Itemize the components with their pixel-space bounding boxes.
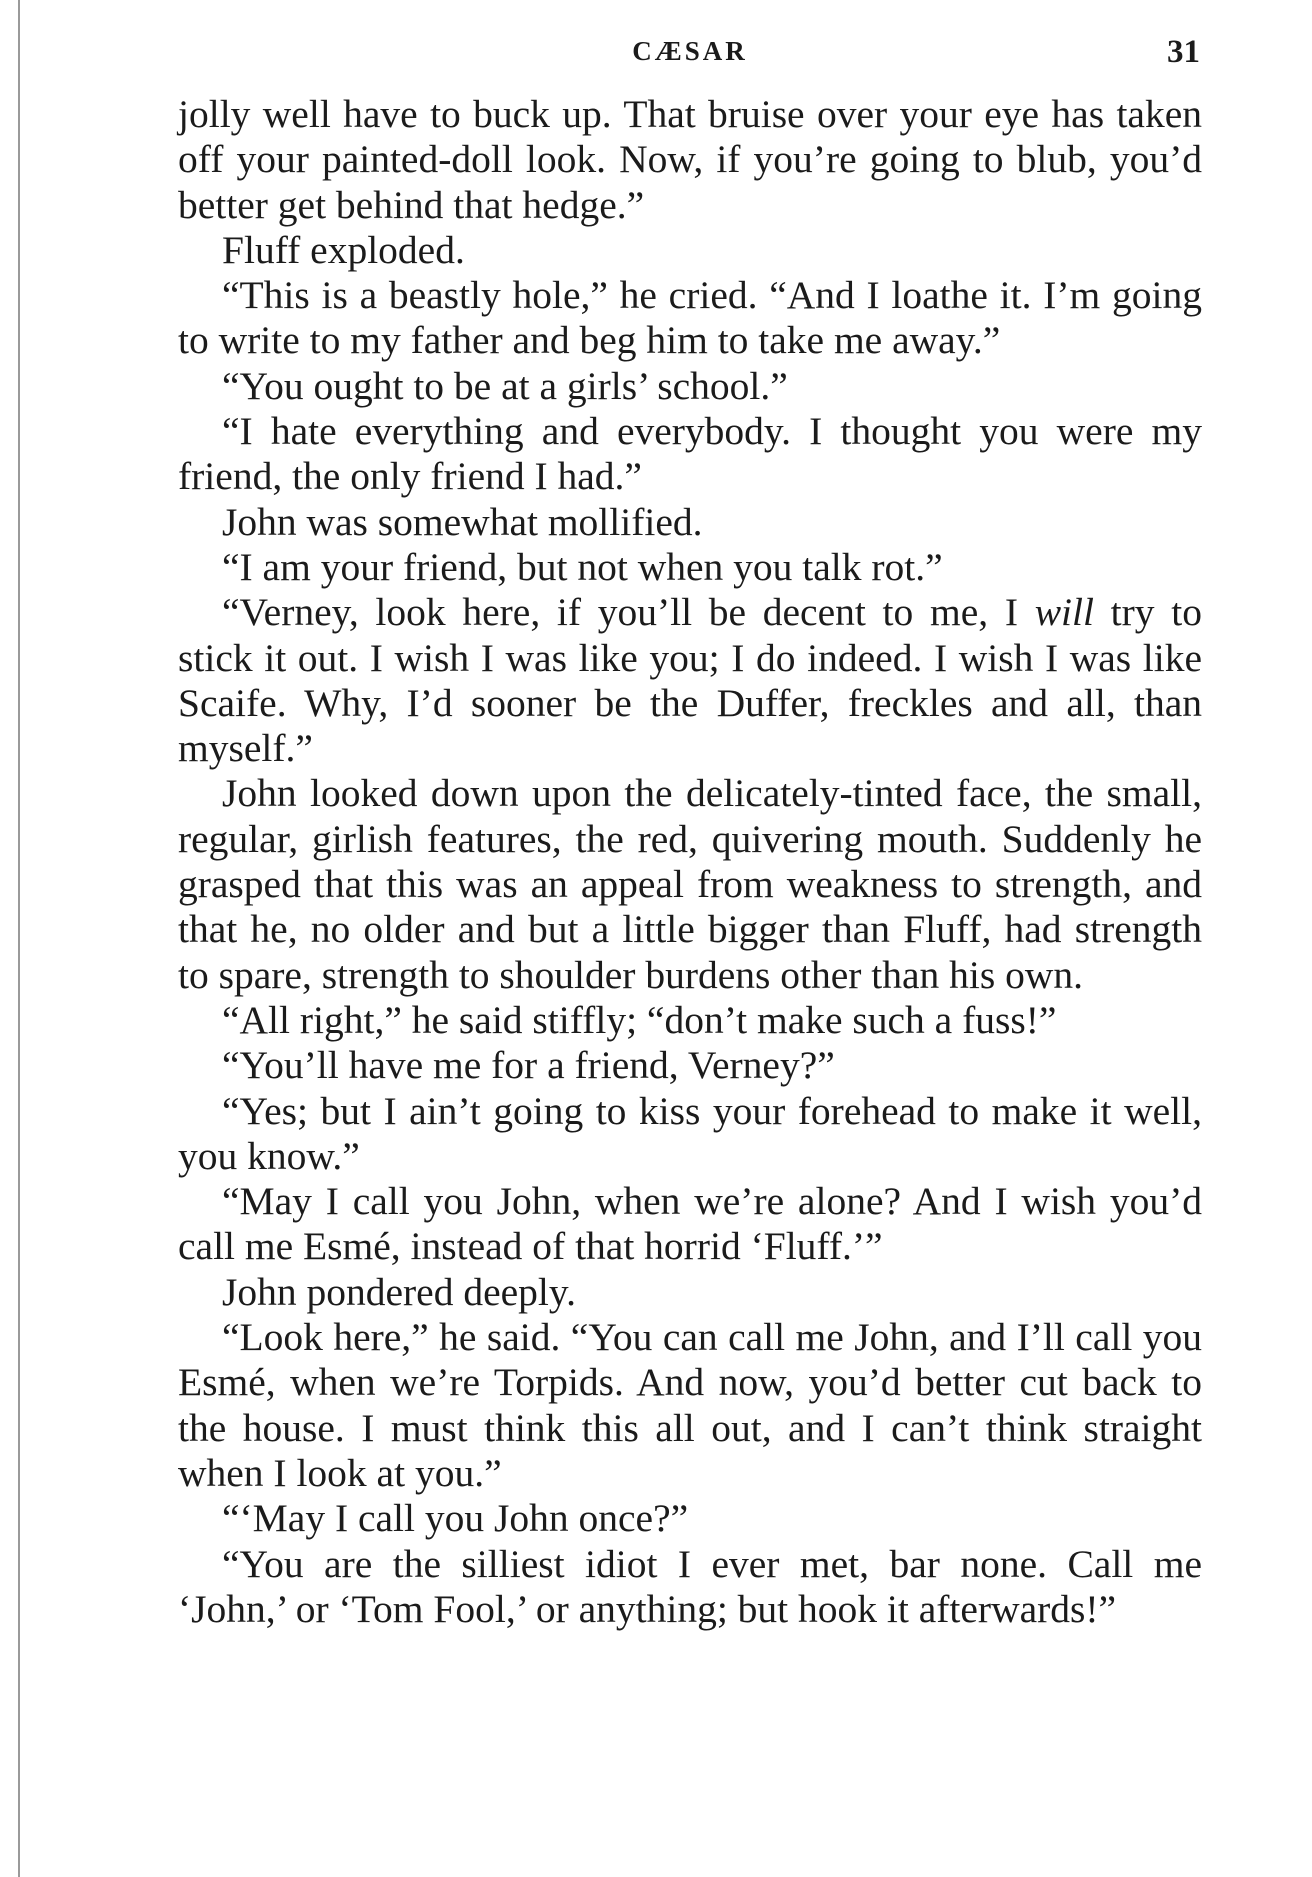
paragraph [178,998,1202,1043]
paragraph-text: John pondered deeply. [222,1269,576,1314]
paragraph [178,409,1202,500]
paragraph-text: “‘May I call you John once?” [222,1496,689,1541]
paragraph [178,228,1202,273]
page-margin-line [18,0,20,1877]
running-head-title: CÆSAR [632,36,748,66]
page-number: 31 [1167,34,1200,70]
paragraph-text: “This is a beastly hole,” he cried. “And I loathe it. I’m going to write to my father and beg him to take me away.” [178,273,1202,363]
italic-text: will [1034,590,1094,635]
running-head [180,36,1200,76]
paragraph [178,545,1202,590]
paragraph [178,500,1202,545]
paragraph [178,590,1202,771]
paragraph-text: “Verney, look here, if you’ll be decent to me, I [222,590,1035,635]
paragraph-text: try to stick it out. I wish I was like you; I do indeed. I wish I was like Scaife. Why, I’d sooner be the Duffer, freckles and all, than myself.” [178,590,1202,771]
paragraph [178,273,1202,364]
paragraph-text: “Yes; but I ain’t going to kiss your forehead to make it well, you know.” [178,1088,1202,1178]
paragraph [178,771,1202,997]
paragraph [178,1179,1202,1270]
paragraph-text: jolly well have to buck up. That bruise over your eye has taken off your painted-doll look. Now, if you’re going to blub, you’d better get behind that hedge.” [178,92,1202,227]
page-text-body [178,92,1202,1632]
paragraph-text: John was somewhat mollified. [222,499,703,544]
paragraph-text: “All right,” he said stiffly; “don’t make such a fuss!” [222,997,1057,1042]
paragraph-text: Fluff exploded. [222,227,465,272]
paragraph-text: John looked down upon the delicately-tinted face, the small, regular, girlish features, the red, quivering mouth. Suddenly he grasped that this was an appeal from weakness to strength, and that he, no older and but a little bigger than Fluff, had strength to spare, strength to shoulder burdens other than his own. [178,771,1202,997]
paragraph [178,1270,1202,1315]
paragraph [178,1315,1202,1496]
paragraph [178,92,1202,228]
paragraph-text: “Look here,” he said. “You can call me John, and I’ll call you Esmé, when we’re Torpids. And now, you’d better cut back to the house. I must think this all out, and I can’t think straight when I look at you.” [178,1315,1202,1495]
paragraph-text: “You are the silliest idiot I ever met, bar none. Call me ‘John,’ or ‘Tom Fool,’ or anything; but hook it afterwards!” [178,1541,1202,1631]
paragraph [178,1089,1202,1180]
paragraph-text: “I hate everything and everybody. I thought you were my friend, the only friend I had.” [178,409,1202,499]
paragraph [178,1496,1202,1541]
paragraph [178,364,1202,409]
paragraph-text: “You’ll have me for a friend, Verney?” [222,1043,835,1088]
paragraph-text: “I am your friend, but not when you talk rot.” [222,544,943,589]
paragraph-text: “You ought to be at a girls’ school.” [222,363,788,408]
paragraph [178,1043,1202,1088]
paragraph [178,1542,1202,1633]
paragraph-text: “May I call you John, when we’re alone? And I wish you’d call me Esmé, instead of that horrid ‘Fluff.’” [178,1179,1202,1269]
